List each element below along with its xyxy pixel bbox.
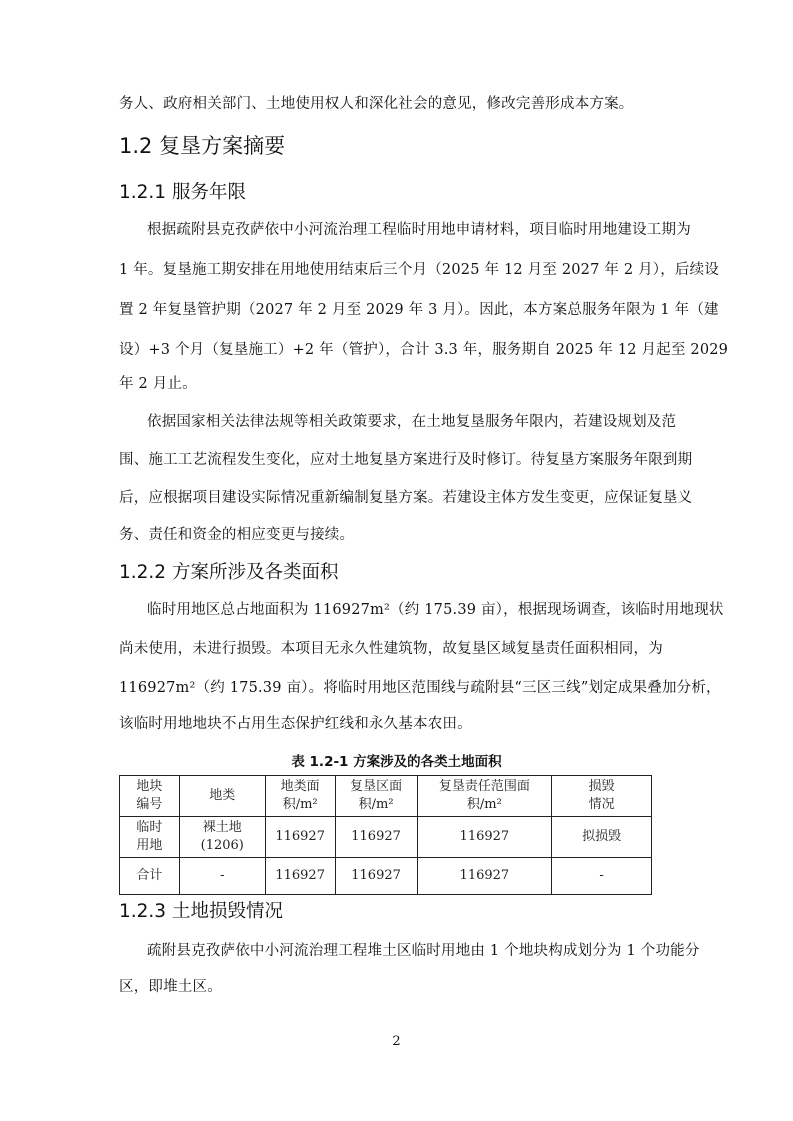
table-caption: 表 1.2-1 方案涉及的各类土地面积	[291, 754, 502, 770]
table-cell: 116927	[265, 858, 335, 895]
table-cell: 116927	[417, 858, 552, 895]
table-row	[120, 817, 652, 858]
land-area-table	[119, 775, 652, 895]
table-row-total	[120, 858, 652, 895]
paragraph-line: 区，即堆土区。	[119, 979, 222, 995]
header-cell-plot-id: 地块 编号	[120, 776, 180, 817]
paragraph-line: 务、责任和资金的相应变更与接续。	[119, 527, 355, 543]
subsection-heading-damage: 1.2.3 土地损毁情况	[119, 901, 283, 922]
table-header-row	[120, 776, 652, 817]
header-cell-land-type: 地类	[179, 776, 265, 817]
intro-paragraph-line: 务人、政府相关部门、土地使用权人和深化社会的意见，修改完善形成本方案。	[119, 96, 634, 112]
table-cell: 116927	[265, 817, 335, 858]
subsection-heading-service-period: 1.2.1 服务年限	[119, 182, 246, 203]
paragraph-line: 1 年。复垦施工期安排在用地使用结束后三个月（2025 年 12 月至 2027 年 2 月），后续设	[119, 262, 720, 278]
paragraph-line: 尚未使用，未进行损毁。本项目无永久性建筑物，故复垦区域复垦责任面积相同，为	[119, 641, 663, 657]
paragraph-line: 临时用地区总占地面积为 116927m²（约 175.39 亩），根据现场调查，该临时用地现状	[147, 602, 724, 618]
paragraph-line: 根据疏附县克孜萨依中小河流治理工程临时用地申请材料，项目临时用地建设工期为	[147, 222, 691, 238]
header-cell-responsibility-area: 复垦责任范围面 积/m²	[417, 776, 552, 817]
paragraph-line: 设）+3 个月（复垦施工）+2 年（管护），合计 3.3 年，服务期自 2025 年 12 月起至 2029	[119, 342, 729, 358]
table-cell: 116927	[335, 858, 417, 895]
table-cell: 116927	[417, 817, 552, 858]
table-cell: -	[179, 858, 265, 895]
paragraph-line: 年 2 月止。	[119, 376, 197, 392]
paragraph-line: 置 2 年复垦管护期（2027 年 2 月至 2029 年 3 月）。因此，本方案总服务年限为 1 年（建	[119, 302, 719, 318]
paragraph-line: 围、施工工艺流程发生变化，应对土地复垦方案进行及时修订。待复垦方案服务年限到期	[119, 452, 693, 468]
header-cell-land-area: 地类面 积/m²	[265, 776, 335, 817]
paragraph-line: 该临时用地地块不占用生态保护红线和永久基本农田。	[119, 716, 472, 732]
table-cell: 拟损毁	[552, 817, 652, 858]
table-cell: 116927	[335, 817, 417, 858]
table-cell: 裸土地 (1206)	[179, 817, 265, 858]
table-cell: 合计	[120, 858, 180, 895]
section-heading: 1.2 复垦方案摘要	[119, 134, 286, 158]
paragraph-line: 依据国家相关法律法规等相关政策要求，在土地复垦服务年限内，若建设规划及范	[147, 414, 677, 430]
header-cell-damage: 损毁 情况	[552, 776, 652, 817]
table-cell: 临时 用地	[120, 817, 180, 858]
subsection-heading-areas: 1.2.2 方案所涉及各类面积	[119, 562, 339, 583]
paragraph-line: 后，应根据项目建设实际情况重新编制复垦方案。若建设主体方发生变更，应保证复垦义	[119, 490, 693, 506]
paragraph-line: 疏附县克孜萨依中小河流治理工程堆土区临时用地由 1 个地块构成划分为 1 个功能分	[147, 943, 700, 959]
page-number: 2	[392, 1034, 401, 1049]
table-cell: -	[552, 858, 652, 895]
header-cell-reclaim-area: 复垦区面 积/m²	[335, 776, 417, 817]
paragraph-line: 116927m²（约 175.39 亩）。将临时用地区范围线与疏附县“三区三线”划定成果叠加分析，	[119, 680, 721, 696]
